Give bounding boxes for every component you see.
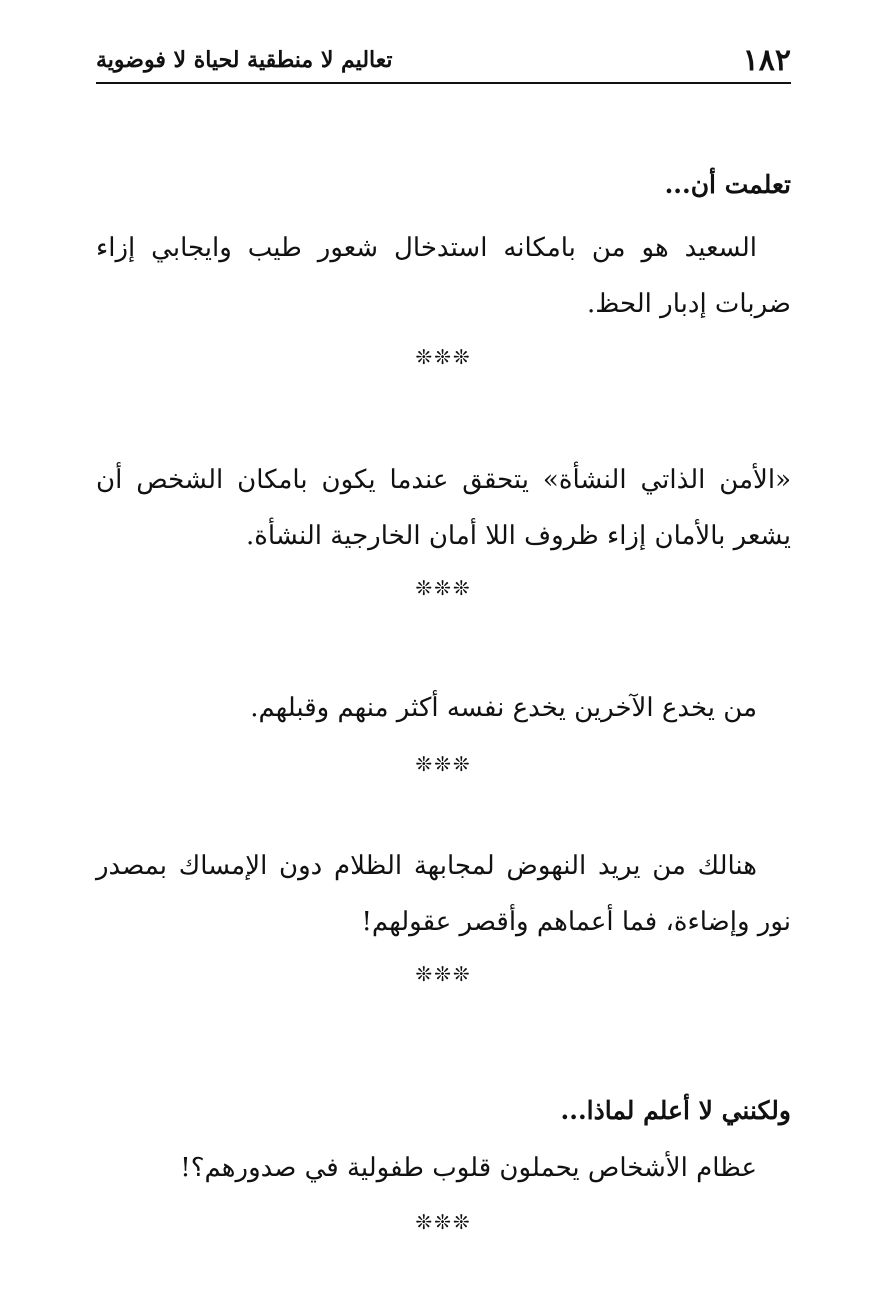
paragraph-darkness: هنالك من يريد النهوض لمجابهة الظلام دون الإمساك بمصدر نور وإضاءة، فما أعماهم وأقصر عقولهم! (96, 851, 791, 937)
separator-stars: ❊❊❊ (415, 752, 472, 776)
section-heading-learned: تعلمت أن... (664, 170, 791, 199)
paragraph-great-people: عظام الأشخاص يحملون قلوب طفولية في صدورهم؟! (180, 1153, 757, 1183)
page-header (96, 38, 791, 84)
separator-stars: ❊❊❊ (415, 345, 472, 369)
separator-stars: ❊❊❊ (415, 576, 472, 600)
separator-stars: ❊❊❊ (415, 962, 472, 986)
page-number: ١٨٢ (742, 42, 791, 78)
section-heading-why: ولكنني لا أعلم لماذا... (560, 1096, 791, 1125)
paragraph-deceiver: من يخدع الآخرين يخدع نفسه أكثر منهم وقبلهم. (250, 693, 757, 723)
paragraph-self-security: «الأمن الذاتي النشأة» يتحقق عندما يكون بامكان الشخص أن يشعر بالأمان إزاء ظروف اللا أمان الخارجية النشأة. (96, 465, 791, 551)
paragraph-happy-person: السعيد هو من بامكانه استدخال شعور طيب وايجابي إزاء ضربات إدبار الحظ. (96, 233, 791, 319)
separator-stars: ❊❊❊ (415, 1210, 472, 1234)
running-title: تعاليم لا منطقية لحياة لا فوضوية (96, 47, 393, 73)
